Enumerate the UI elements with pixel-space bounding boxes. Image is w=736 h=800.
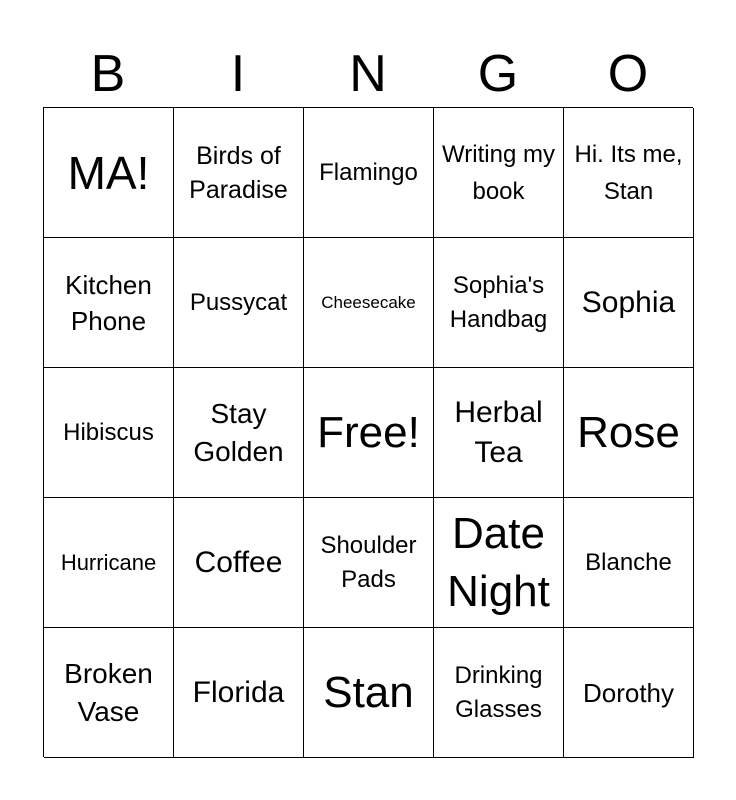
- cell-label: Stay Golden: [193, 397, 284, 467]
- cell-label: Coffee: [194, 545, 283, 579]
- bingo-cell-r4-c4[interactable]: [434, 498, 564, 628]
- cell-label: Hibiscus: [63, 418, 154, 446]
- cell-label: Dorothy: [582, 677, 675, 708]
- bingo-cell-r5-c5[interactable]: [564, 628, 694, 758]
- cell-label: Kitchen Phone: [65, 269, 152, 336]
- cell-label: MA!: [67, 146, 150, 199]
- bingo-cell-r3-c5[interactable]: [564, 368, 694, 498]
- cell-label: Blanche: [585, 548, 672, 576]
- cell-label: Hurricane: [60, 550, 157, 575]
- bingo-cell-r5-c2[interactable]: [174, 628, 304, 758]
- cell-label: Birds of Paradise: [189, 141, 288, 204]
- header-letter-o: O: [607, 45, 649, 103]
- header-letter-g: G: [477, 45, 519, 103]
- bingo-cell-r1-c3[interactable]: [304, 108, 434, 238]
- bingo-board: [43, 107, 693, 757]
- bingo-cell-r1-c4[interactable]: [434, 108, 564, 238]
- bingo-cell-r1-c5[interactable]: [564, 108, 694, 238]
- cell-label: Florida: [192, 675, 285, 709]
- bingo-cell-r5-c1[interactable]: [44, 628, 174, 758]
- cell-label: Broken Vase: [64, 657, 153, 727]
- cell-label: Flamingo: [319, 158, 418, 186]
- cell-label: Herbal Tea: [454, 395, 543, 469]
- bingo-cell-r5-c4[interactable]: [434, 628, 564, 758]
- cell-label: Sophia: [581, 285, 676, 319]
- bingo-cell-r5-c3[interactable]: [304, 628, 434, 758]
- cell-label: Drinking Glasses: [454, 661, 543, 723]
- header-letter-b: B: [90, 45, 126, 103]
- bingo-cell-r3-c3[interactable]: [304, 368, 434, 498]
- header-letter-i: I: [230, 45, 246, 103]
- cell-label: Free!: [317, 407, 420, 457]
- cell-label: Rose: [577, 407, 680, 457]
- bingo-cell-r3-c2[interactable]: [174, 368, 304, 498]
- cell-label: Writing my book: [442, 140, 555, 205]
- bingo-cell-r4-c1[interactable]: [44, 498, 174, 628]
- bingo-cell-r2-c4[interactable]: [434, 238, 564, 368]
- cell-label: Sophia's Handbag: [449, 271, 548, 333]
- cell-label: Cheesecake: [321, 292, 416, 312]
- header-letter-n: N: [349, 45, 387, 103]
- bingo-cell-r3-c1[interactable]: [44, 368, 174, 498]
- bingo-cell-r1-c1[interactable]: [44, 108, 174, 238]
- cell-label: Hi. Its me, Stan: [574, 140, 683, 205]
- bingo-header: [43, 40, 693, 108]
- bingo-cell-r4-c3[interactable]: [304, 498, 434, 628]
- cell-label: Pussycat: [189, 288, 288, 316]
- bingo-cell-r2-c2[interactable]: [174, 238, 304, 368]
- bingo-cell-r2-c5[interactable]: [564, 238, 694, 368]
- bingo-cell-r1-c2[interactable]: [174, 108, 304, 238]
- bingo-cell-r3-c4[interactable]: [434, 368, 564, 498]
- bingo-cell-r4-c2[interactable]: [174, 498, 304, 628]
- bingo-cell-r2-c3[interactable]: [304, 238, 434, 368]
- cell-label: Shoulder Pads: [320, 531, 417, 593]
- bingo-cell-r4-c5[interactable]: [564, 498, 694, 628]
- cell-label: Date Night: [447, 508, 550, 616]
- cell-label: Stan: [323, 667, 414, 717]
- bingo-cell-r2-c1[interactable]: [44, 238, 174, 368]
